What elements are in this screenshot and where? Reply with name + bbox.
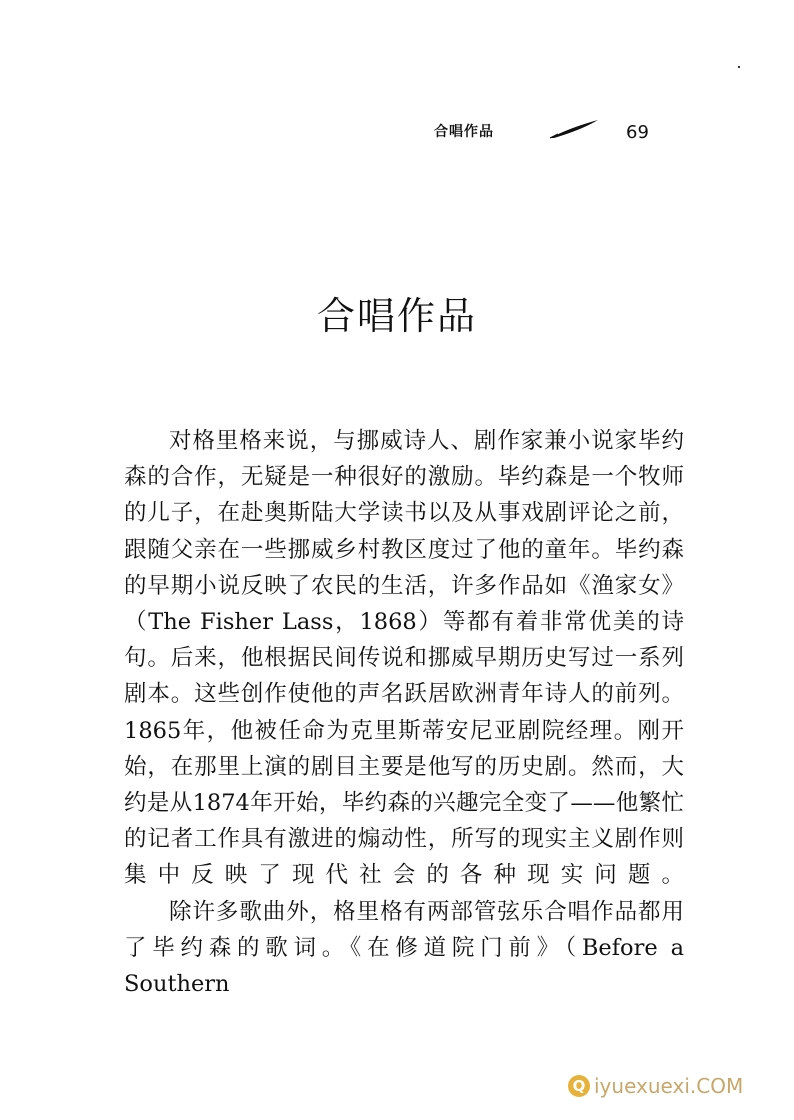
chapter-title: 合唱作品 xyxy=(316,294,477,338)
site-watermark xyxy=(568,1074,743,1098)
paragraph-1: 对格里格来说，与挪威诗人、剧作家兼小说家毕约森的合作，无疑是一种很好的激励。毕约森是一个牧师的儿子，在赴奥斯陆大学读书以及从事戏剧评论之前，跟随父亲在一些挪威乡村教区度过了他的童年。毕约森的早期小说反映了农民的生活，许多作品如《渔家女》（The Fisher Lass，1868）等都有着非常优美的诗句。后来，他根据民间传说和挪威早期历史写过一系列剧本。这些创作使他的声名跃居欧洲青年诗人的前列。1865年，他被任命为克里斯蒂安尼亚剧院经理。刚开始，在那里上演的剧目主要是他写的历史剧。然而，大约是从1874年开始，毕约森的兴趣完全变了——他繁忙的记者工作具有激进的煽动性，所写的现实主义剧作则集中反映了现代社会的各种现实问题。 xyxy=(124,428,684,889)
page-number: 69 xyxy=(626,122,649,143)
running-head-title: 合唱作品 xyxy=(434,124,494,140)
watermark-text: iyuexuexi.COM xyxy=(594,1074,744,1098)
q-logo-icon: Q xyxy=(568,1075,590,1097)
speck xyxy=(738,66,740,68)
body-text xyxy=(124,423,684,1002)
quill-ornament-icon xyxy=(548,118,600,140)
paragraph-2: 除许多歌曲外，格里格有两部管弦乐合唱作品都用了毕约森的歌词。《在修道院门前》（Before a Southern xyxy=(124,898,684,998)
